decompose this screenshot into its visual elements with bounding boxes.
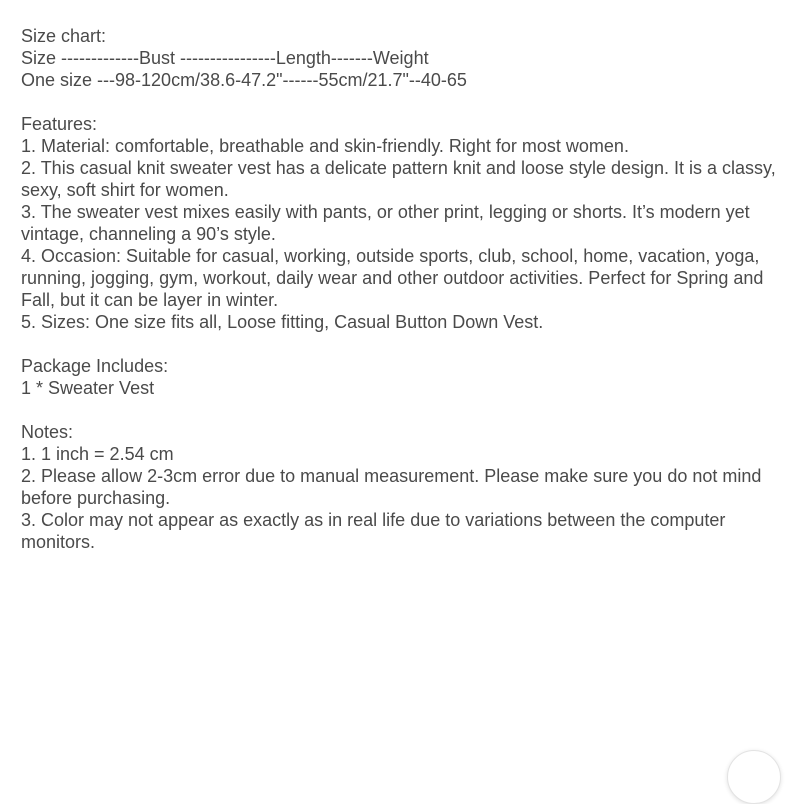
section-spacer [21,91,781,113]
section-spacer [21,333,781,355]
features-heading: Features: [21,114,98,134]
feature-item-occasion: 4. Occasion: Suitable for casual, working, outside sports, club, school, home, vacation, yoga, [21,246,760,266]
notes-heading: Notes: [21,422,74,442]
feature-item-design-cont: sexy, soft shirt for women. [21,180,229,200]
size-chart-row: One size ---98-120cm/38.6-47.2"------55cm/21.7"--40-65 [21,70,467,90]
features-section [21,113,781,333]
size-chart-heading: Size chart: [21,26,107,46]
notes-section [21,421,781,553]
package-section [21,355,781,399]
note-item-measurement: 2. Please allow 2-3cm error due to manual measurement. Please make sure you do not mind [21,466,762,486]
floating-action-button[interactable] [727,750,781,804]
feature-item-design: 2. This casual knit sweater vest has a delicate pattern knit and loose style design. It is a classy, [21,158,776,178]
size-chart-header-row: Size -------------Bust ----------------Length-------Weight [21,48,429,68]
note-item-color-cont: monitors. [21,532,96,552]
feature-item-matching: 3. The sweater vest mixes easily with pants, or other print, legging or shorts. It’s modern yet [21,202,750,222]
note-item-color: 3. Color may not appear as exactly as in real life due to variations between the computer [21,510,726,530]
feature-item-material: 1. Material: comfortable, breathable and skin-friendly. Right for most women. [21,136,629,156]
size-chart-section [21,25,781,91]
feature-item-sizes: 5. Sizes: One size fits all, Loose fitting, Casual Button Down Vest. [21,312,544,332]
product-description [21,25,781,553]
note-item-measurement-cont: before purchasing. [21,488,171,508]
feature-item-occasion-cont-2: Fall, but it can be layer in winter. [21,290,279,310]
section-spacer [21,399,781,421]
package-item: 1 * Sweater Vest [21,378,155,398]
feature-item-occasion-cont: running, jogging, gym, workout, daily wear and other outdoor activities. Perfect for Spring and [21,268,764,288]
note-item-conversion: 1. 1 inch = 2.54 cm [21,444,174,464]
package-heading: Package Includes: [21,356,169,376]
feature-item-matching-cont: vintage, channeling a 90’s style. [21,224,276,244]
